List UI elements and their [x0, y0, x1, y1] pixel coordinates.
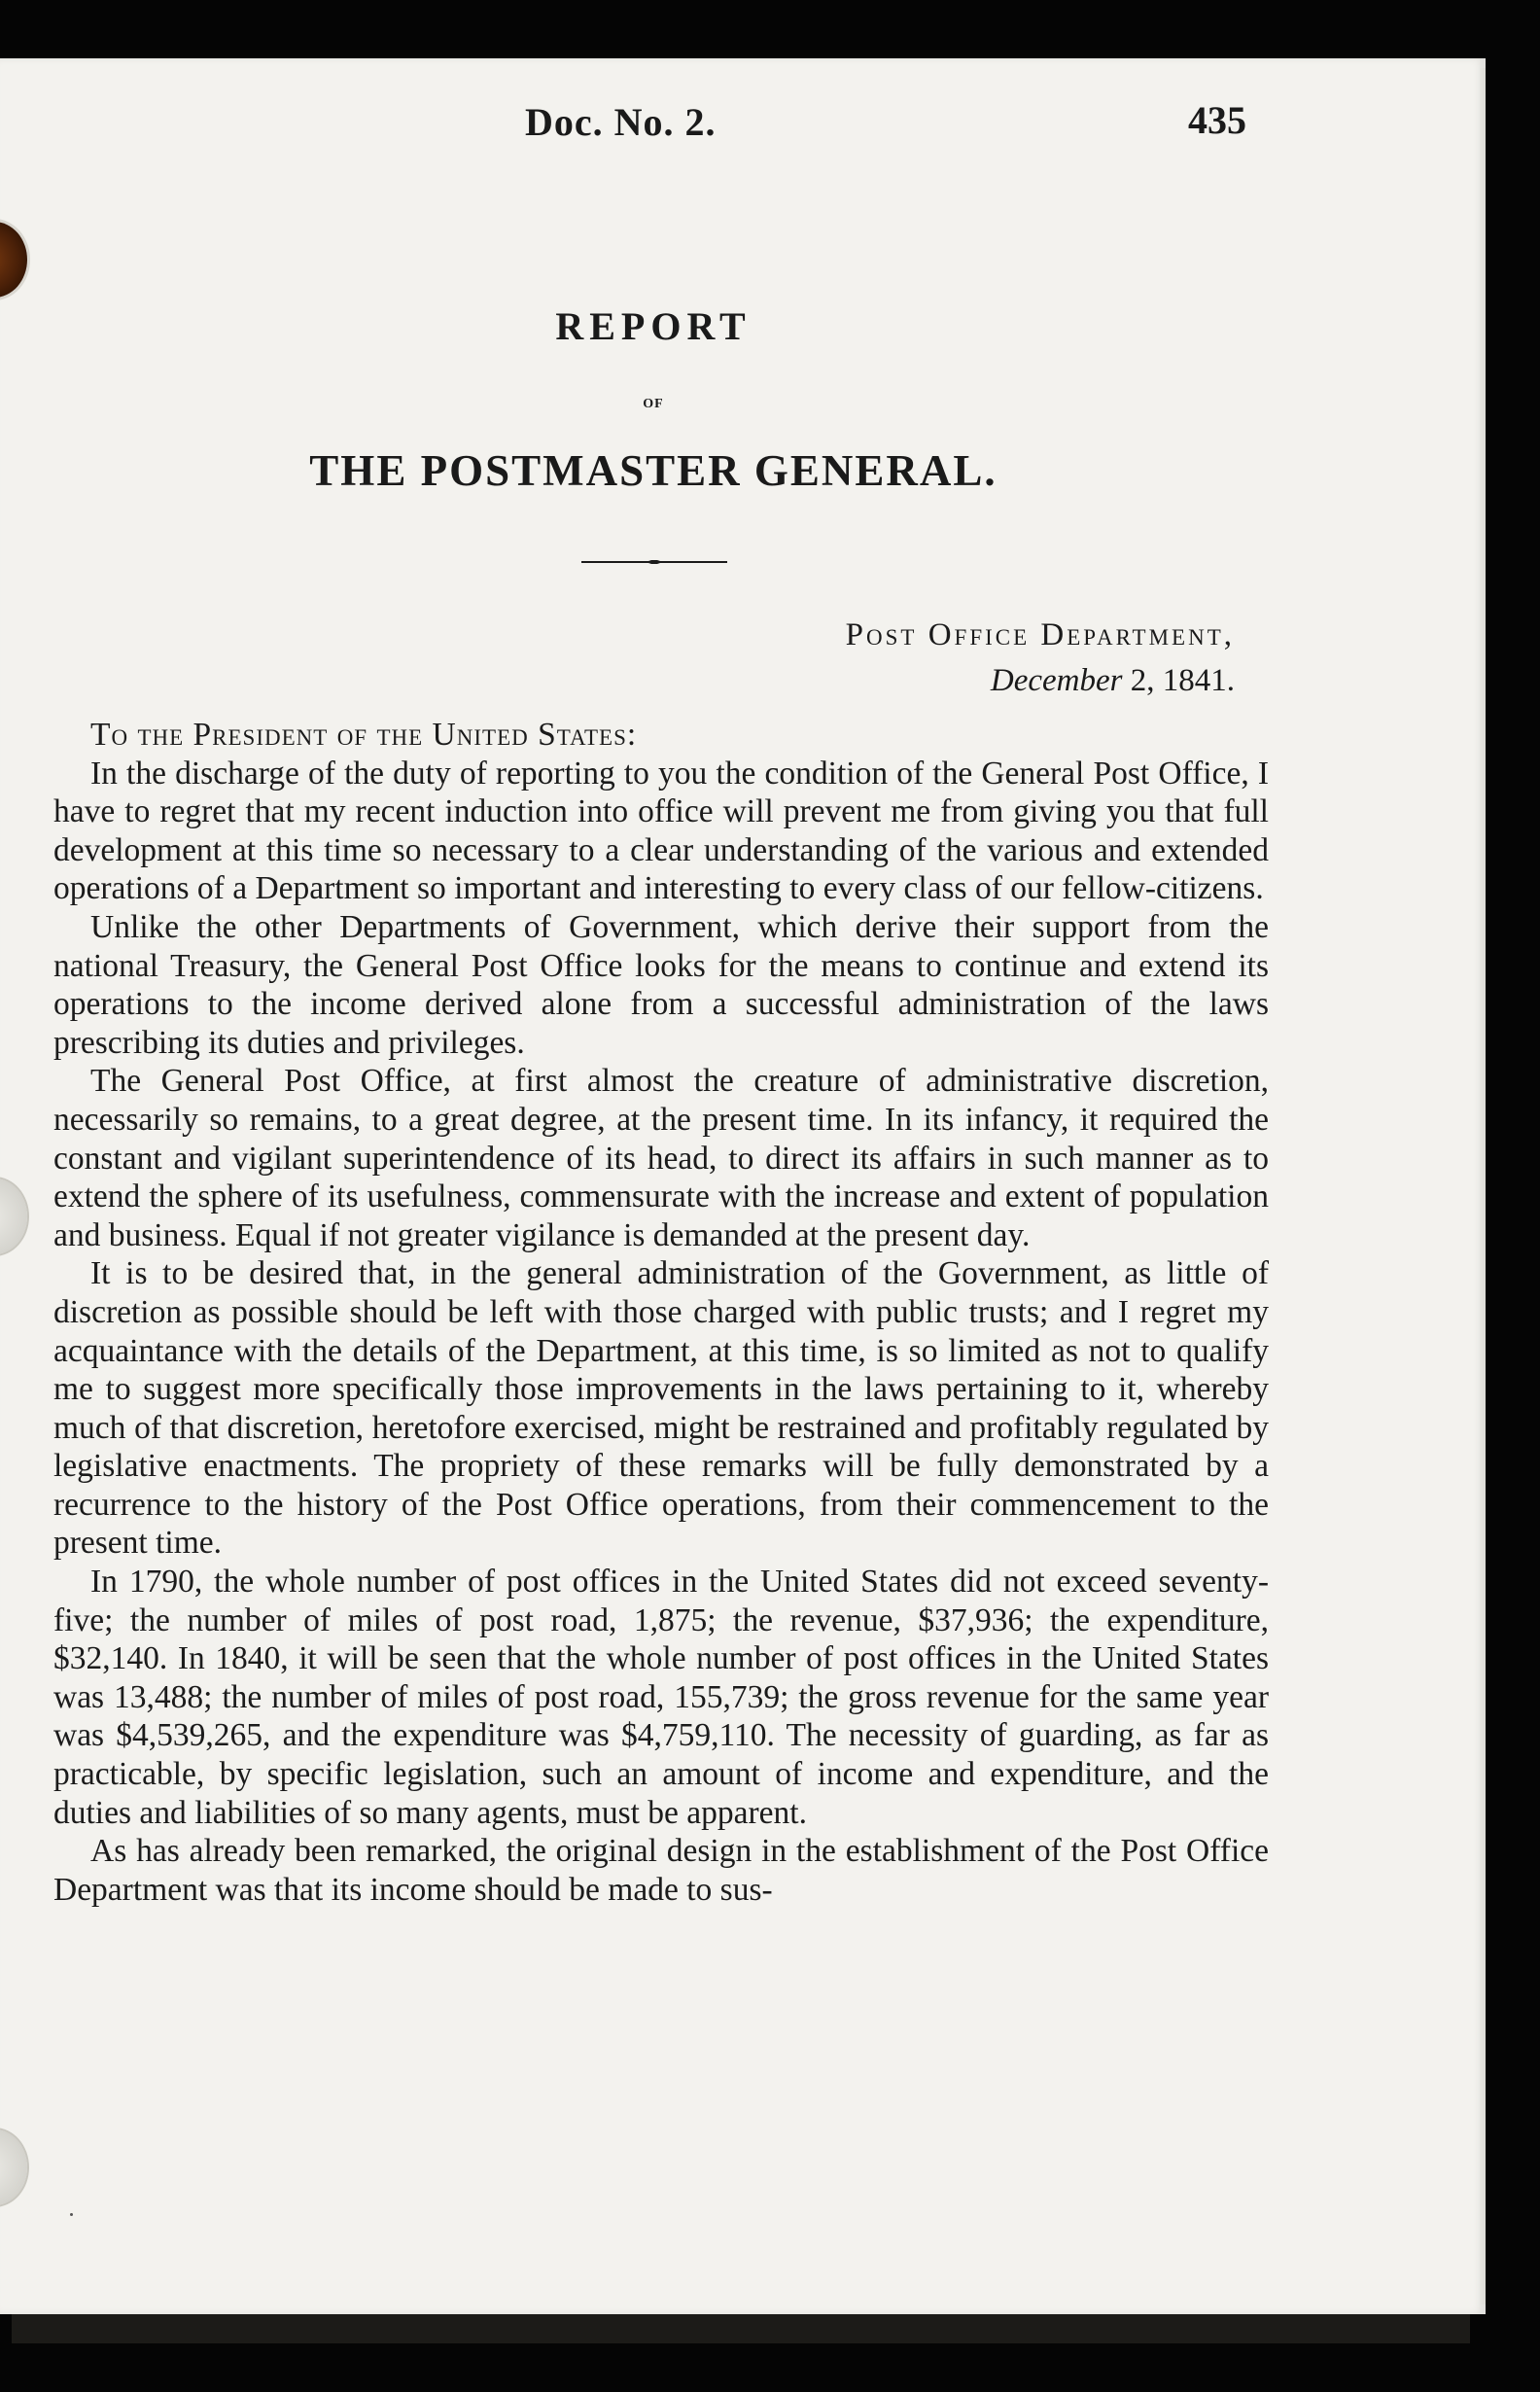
- paragraph: As has already been remarked, the original design in the establishment of the Post Office Department was that its income should be made to sus-: [53, 1833, 1269, 1908]
- paragraph: The General Post Office, at first almost the creature of administrative discretion, necessarily so remains, to a great degree, at the present time. In its infancy, it required the constant and vigilant superintendence of its head, to direct its affairs in such manner as to extend the sphere of its usefulness, commensurate with the increase and extent of population and business. Equal if not greater vigilance is demanded at the present day.: [53, 1063, 1269, 1253]
- dateline-department: Post Office Department,: [845, 617, 1235, 652]
- binder-hole-bottom: [0, 2129, 27, 2205]
- ink-speck: [70, 2213, 73, 2216]
- salutation: To the President of the United States:: [90, 717, 638, 753]
- dateline-month: December: [990, 663, 1123, 698]
- binder-hole-middle: [0, 1178, 27, 1254]
- binder-hole-top: [0, 222, 27, 298]
- document-page: [0, 58, 1486, 2314]
- ornamental-rule: [581, 560, 727, 564]
- report-title: REPORT: [555, 304, 752, 348]
- paragraph: It is to be desired that, in the general administration of the Government, as little of discretion as possible should be left with those charged with public trusts; and I regret my acquaintance with the details of the Department, at this time, is so limited as not to qualify me to suggest more specifically those improvements in the laws pertaining to it, whereby much of that discretion, heretofore exercised, might be restrained and profitably regulated by legislative enactments. The propriety of these remarks will be fully demonstrated by a recurrence to the history of the Post Office operations, from their commencement to the present time.: [53, 1255, 1269, 1562]
- report-title-of: OF: [643, 397, 664, 411]
- paragraph: In the discharge of the duty of reporting to you the condition of the General Post Office, I have to regret that my recent induction into office will prevent me from giving you that full development at this time so necessary to a clear understanding of the various and extended operations of a Department so important and interesting to every class of our fellow-citizens.: [53, 755, 1269, 907]
- page-edge: [1480, 68, 1486, 2304]
- dateline-day-year: 2, 1841.: [1130, 663, 1235, 698]
- paragraph: In 1790, the whole number of post offices in the United States did not exceed seventy-five; the number of miles of post road, 1,875; the revenue, $37,936; the expenditure, $32,140. In 1840, it will be seen that the whole number of post offices in the United States was 13,488; the number of miles of post road, 155,739; the gross revenue for the same year was $4,539,265, and the expenditure was $4,759,110. The necessity of guarding, as far as practicable, by specific legislation, such an amount of income and expenditure, and the duties and liabilities of so many agents, must be apparent.: [53, 1564, 1269, 1831]
- document-number: Doc. No. 2.: [525, 100, 717, 144]
- report-subject: THE POSTMASTER GENERAL.: [309, 446, 998, 495]
- report-body: [53, 716, 1269, 1909]
- running-header: [0, 97, 1486, 156]
- dateline-date: [0, 663, 1235, 699]
- page-number: 435: [1188, 98, 1246, 142]
- paragraph: Unlike the other Departments of Government, which derive their support from the national Treasury, the General Post Office looks for the means to continue and extend its operations to the income derived alone from a successful administration of the laws prescribing its duties and privileges.: [53, 908, 1269, 1061]
